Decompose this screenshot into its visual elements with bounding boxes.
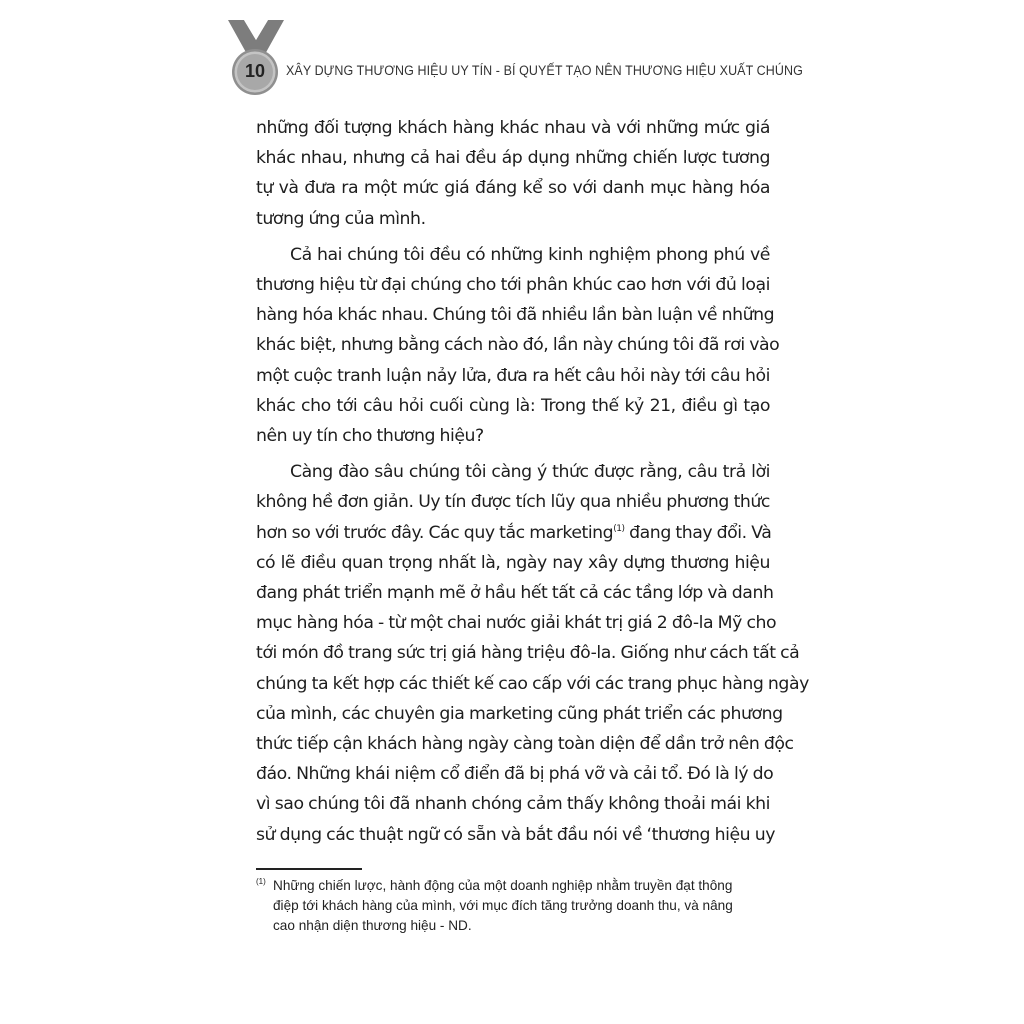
text-line: Càng đào sâu chúng tôi càng ý thức được rằng, câu trả lời [290,462,770,483]
paragraph-2 [256,240,780,451]
footnote-text [256,876,776,936]
text-line: khác biệt, nhưng bằng cách nào đó, lần này chúng tôi đã rơi vào [256,335,780,356]
footnote-line: cao nhận diện thương hiệu - ND. [273,918,472,933]
text-line: sử dụng các thuật ngữ có sẵn và bắt đầu nói về ‘thương hiệu uy [256,824,775,845]
text-line: khác cho tới câu hỏi cuối cùng là: Trong thế kỷ 21, điều gì tạo [256,395,770,416]
text-segment: đang thay đổi. Và [624,522,772,543]
text-line: đáo. Những khái niệm cổ điển đã bị phá vỡ và cải tổ. Đó là lý do [256,764,774,785]
text-line: của mình, các chuyên gia marketing cũng phát triển các phương [256,703,783,724]
text-line: nên uy tín cho thương hiệu? [256,426,484,447]
text-segment: hơn so với trước đây. Các quy tắc marketing [256,522,614,543]
footnote-line: Những chiến lược, hành động của một doanh nghiệp nhằm truyền đạt thông [273,878,733,893]
text-line: những đối tượng khách hàng khác nhau và với những mức giá [256,118,770,138]
text-line: một cuộc tranh luận nảy lửa, đưa ra hết câu hỏi này tới câu hỏi [256,365,770,386]
text-line: mục hàng hóa - từ một chai nước giải khát trị giá 2 đô-la Mỹ cho [256,613,777,634]
paragraph-3 [256,457,809,850]
text-line: tới món đồ trang sức trị giá hàng triệu đô-la. Giống như cách tất cả [256,643,800,664]
text-line: có lẽ điều quan trọng nhất là, ngày nay xây dựng thương hiệu [256,552,770,573]
footnote-mark: (1) [256,877,266,886]
page-number: 10 [244,61,266,81]
text-line: tương ứng của mình. [256,208,426,229]
text-line: thức tiếp cận khách hàng ngày càng toàn diện để dần trở nên độc [256,734,794,755]
footnote [256,876,776,936]
text-line: chúng ta kết hợp các thiết kế cao cấp với các trang phục hàng ngày [256,673,809,694]
text-line: không hề đơn giản. Uy tín được tích lũy qua nhiều phương thức [256,492,770,513]
text-line: thương hiệu từ đại chúng cho tới phân khúc cao hơn với đủ loại [256,275,770,296]
text-line: hàng hóa khác nhau. Chúng tôi đã nhiều lần bàn luận về những [256,305,775,326]
footnote-divider [256,868,362,870]
running-title: XÂY DỰNG THƯƠNG HIỆU UY TÍN - BÍ QUYẾT TẠO NÊN THƯƠNG HIỆU XUẤT CHÚNG [286,63,803,79]
text-line-with-footnote-ref [256,518,770,548]
text-line: Cả hai chúng tôi đều có những kinh nghiệm phong phú về [290,244,770,265]
footnote-reference: (1) [613,523,625,534]
body-text [256,113,809,850]
text-line: tự và đưa ra một mức giá đáng kể so với danh mục hàng hóa [256,178,770,199]
paragraph-1 [256,113,770,234]
text-line: vì sao chúng tôi đã nhanh chóng cảm thấy không thoải mái khi [256,794,770,815]
text-line: khác nhau, nhưng cả hai đều áp dụng những chiến lược tương [256,148,770,169]
text-line: đang phát triển mạnh mẽ ở hầu hết tất cả các tầng lớp và danh [256,583,774,604]
footnote-line: điệp tới khách hàng của mình, với mục đích tăng trưởng doanh thu, và nâng [273,898,733,913]
